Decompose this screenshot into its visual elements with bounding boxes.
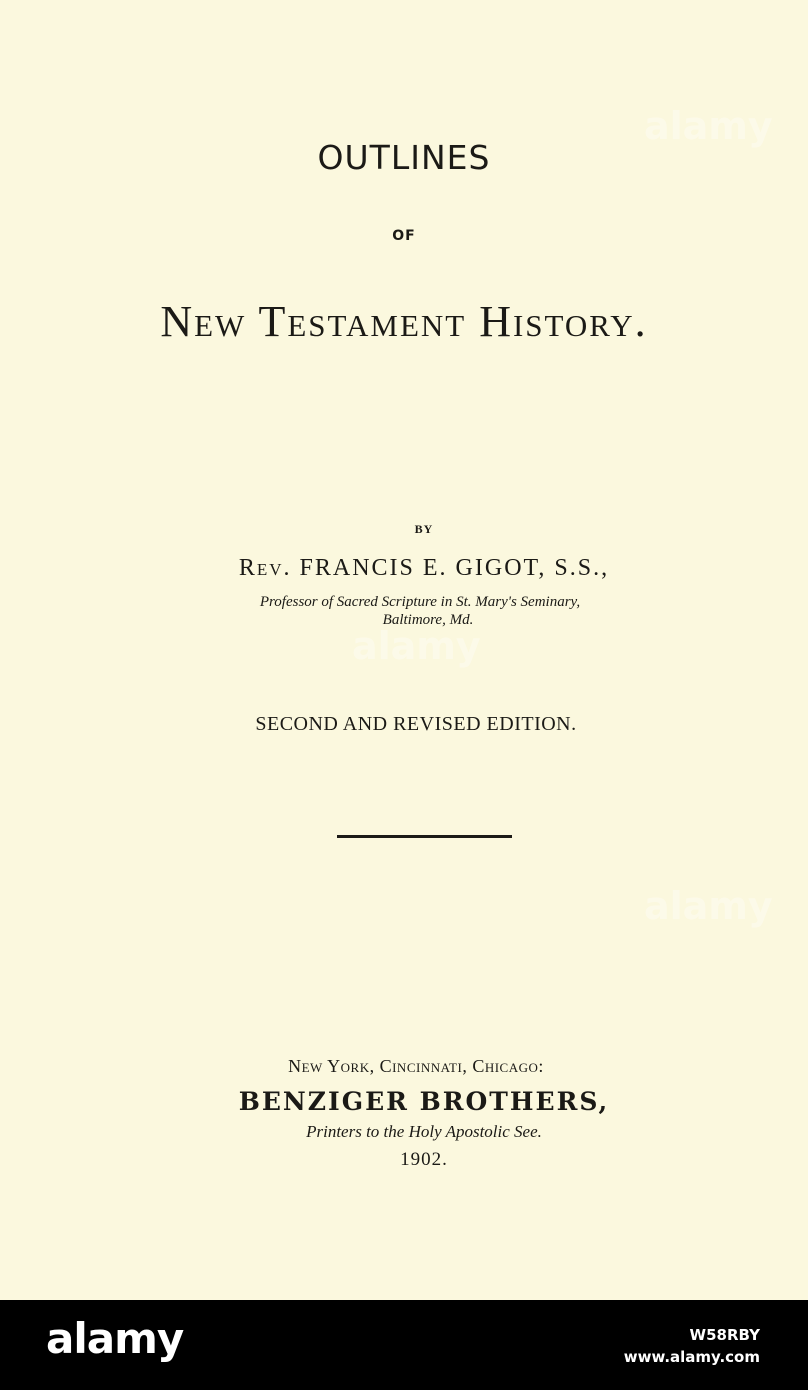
imprint-places: New York, Cincinnati, Chicago: [288, 1056, 544, 1076]
author-fullname: FRANCIS E. GIGOT, S.S., [299, 555, 610, 581]
imprint-year: 1902. [400, 1149, 448, 1170]
imprint-publisher: BENZIGER BROTHERS, [238, 1087, 610, 1116]
title-line-main: New Testament History. [160, 297, 648, 346]
author-affiliation-line2: Baltimore, Md. [382, 612, 474, 628]
stock-footer-banner [0, 1300, 808, 1390]
author-title: Rev. [238, 555, 292, 581]
byline-label: BY [414, 522, 434, 536]
watermark: alamy [644, 884, 773, 928]
title-line-of: OF [392, 228, 416, 244]
alamy-logo: alamy [46, 1314, 184, 1363]
author-name [20, 555, 808, 582]
watermark: alamy [644, 104, 773, 148]
author-affiliation-line1: Professor of Sacred Scripture in St. Mary's Seminary, [259, 594, 581, 610]
edition-statement: SECOND AND REVISED EDITION. [255, 713, 577, 735]
image-id: W58RBY [689, 1326, 760, 1344]
title-line-outlines: OUTLINES [317, 138, 491, 177]
watermark: alamy [352, 624, 481, 668]
site-url: www.alamy.com [623, 1348, 760, 1366]
imprint-printers: Printers to the Holy Apostolic See. [306, 1122, 542, 1141]
divider-rule [337, 835, 512, 838]
